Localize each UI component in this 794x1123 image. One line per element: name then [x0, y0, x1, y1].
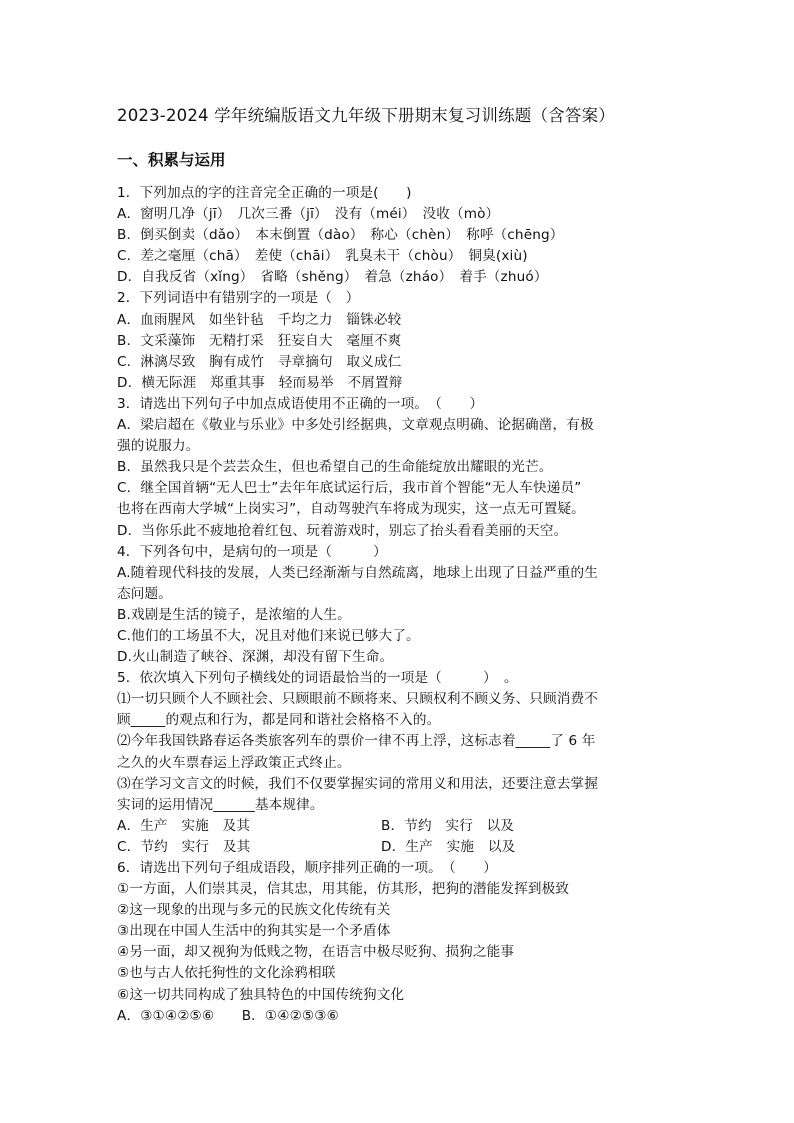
option-b: B．倒买倒卖（dǎo） 本末倒置（dào） 称心（chèn） 称呼（chēng）: [117, 227, 564, 244]
option-b: B．虽然我只是个芸芸众生，但也希望自己的生命能绽放出耀眼的光芒。: [117, 459, 553, 476]
sentence-2-line-1: ⑵今年我国铁路春运各类旅客列车的票价一律不再上浮，这标志着_____了 6 年: [117, 733, 596, 750]
sentence-1-line-2: 顾_____的观点和行为，都是同和谐社会格格不入的。: [117, 712, 441, 729]
option-c: C．差之毫厘（chā） 差使（chāi） 乳臭未干（chòu） 铜臭(xiù): [117, 248, 528, 265]
question-5: [117, 668, 687, 858]
question-stem: 3．请选出下列句子中加点成语使用不正确的一项。 （ ）: [117, 395, 484, 412]
option-d: D．当你乐此不疲地抢着红包、玩着游戏时，别忘了抬头看看美丽的天空。: [117, 522, 568, 539]
question-stem: 4．下列各句中，是病句的一项是（ ）: [117, 543, 387, 560]
sentence-3: ③出现在中国人生活中的狗其实是一个矛盾体: [117, 923, 391, 940]
section-heading: 一、积累与运用: [117, 151, 226, 169]
option-b: B.戏剧是生活的镜子，是浓缩的人生。: [117, 606, 351, 623]
sentence-1-line-1: ⑴一切只顾个人不顾社会、只顾眼前不顾将来、只顾权利不顾义务、只顾消费不: [117, 691, 599, 708]
option-a-line-1: A.随着现代科技的发展，人类已经渐渐与自然疏离，地球上出现了日益严重的生: [117, 564, 598, 581]
question-4: [117, 542, 687, 669]
question-stem: 2．下列词语中有错别字的一项是（ ）: [117, 290, 360, 307]
options-row-1: [117, 816, 687, 837]
options-row-2: [117, 837, 687, 858]
sentence-6: ⑥这一切共同构成了独具特色的中国传统狗文化: [117, 986, 405, 1003]
option-b: B．节约 实行 以及: [381, 817, 515, 834]
sentence-1: ①一方面，人们崇其灵，信其忠，用其能，仿其形，把狗的潜能发挥到极致: [117, 881, 570, 898]
option-c: C．淋漓尽致 胸有成竹 寻章摘句 取义成仁: [117, 353, 402, 370]
option-a: A．窗明几净（jī） 几次三番（jī） 没有（méi） 没收（mò）: [117, 206, 500, 223]
option-a: A．生产 实施 及其: [117, 817, 251, 834]
question-stem: 1．下列加点的字的注音完全正确的一项是( ): [117, 185, 412, 201]
option-d: D．生产 实施 以及: [381, 838, 516, 855]
option-a-line-2: 强的说服力。: [117, 438, 200, 455]
option-d: D．自我反省（xǐng） 省略（shěng） 着急（zháo） 着手（zhuó）: [117, 269, 548, 286]
option-b: B．文采藻饰 无精打采 狂妄自大 毫厘不爽: [117, 332, 402, 349]
option-d: D．横无际涯 郑重其事 轻而易举 不屑置辩: [117, 374, 403, 391]
document-title: 2023-2024 学年统编版语文九年级下册期末复习训练题（含答案）: [117, 106, 615, 125]
sentence-3-line-2: 实词的运用情况______基本规律。: [117, 796, 324, 813]
option-c: C．节约 实行 及其: [117, 838, 251, 855]
sentence-3-line-1: ⑶在学习文言文的时候，我们不仅要掌握实词的常用义和用法，还要注意去掌握: [117, 775, 599, 792]
question-stem: 5．依次填入下列句子横线处的词语最恰当的一项是（ ） 。: [117, 670, 518, 687]
option-d: D.火山制造了峡谷、深渊，却没有留下生命。: [117, 649, 394, 666]
option-a: A．血雨腥风 如坐针毡 千均之力 锱铢必较: [117, 311, 402, 328]
option-c-line-2: 也将在西南大学城“上岗实习”，自动驾驶汽车将成为现实，这一点无可置疑。: [117, 501, 585, 518]
option-a-line-1: A．梁启超在《敬业与乐业》中多处引经据典，文章观点明确、论据确凿，有极: [117, 417, 594, 434]
options-a-b: A．③①④②⑤⑥ B．①④②⑤③⑥: [117, 1007, 339, 1024]
question-3: [117, 394, 687, 542]
question-2: [117, 288, 687, 393]
sentence-5: ⑤也与古人依托狗性的文化涂鸦相联: [117, 965, 336, 982]
option-c: C.他们的工场虽不大，况且对他们来说已够大了。: [117, 627, 420, 644]
question-stem: 6．请选出下列句子组成语段，顺序排列正确的一项。 （ ）: [117, 860, 498, 876]
option-c-line-1: C．继全国首辆“无人巴士”去年年底试运行后，我市首个智能“无人车快递员”: [117, 480, 582, 497]
option-a-line-2: 态问题。: [117, 585, 172, 602]
sentence-2-line-2: 之久的火车票春运上浮政策正式终止。: [117, 754, 351, 771]
question-1: [117, 183, 687, 288]
document-page: [117, 104, 687, 1027]
sentence-4: ④另一面，却又视狗为低贱之物，在语言中极尽贬狗、损狗之能事: [117, 944, 515, 961]
question-6: [117, 858, 687, 1027]
sentence-2: ②这一现象的出现与多元的民族文化传统有关: [117, 902, 391, 919]
